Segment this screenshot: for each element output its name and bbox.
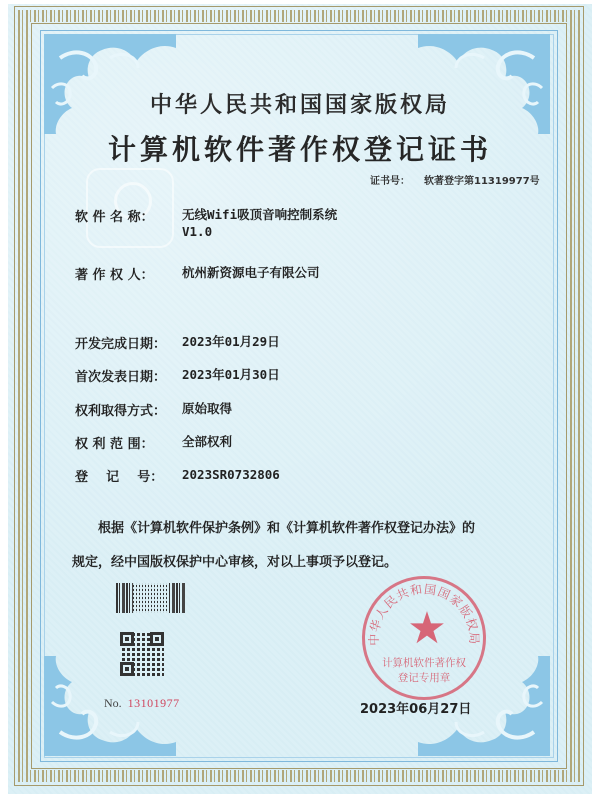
serial-prefix: No.: [104, 696, 122, 710]
corner-ornament-icon: [40, 28, 180, 138]
field-value: 无线Wifi吸顶音响控制系统 V1.0: [182, 207, 338, 239]
field-value: 2023SR0732806: [182, 467, 280, 482]
field-acquisition-method: [75, 400, 232, 419]
field-copyright-owner: [75, 264, 320, 283]
certificate-number-value: 软著登字第11319977号: [424, 176, 540, 187]
field-value: 全部权利: [182, 434, 233, 449]
field-label: 软 件 名 称：: [75, 210, 154, 225]
field-label: 权 利 范 围：: [75, 437, 154, 452]
field-label: 登 记 号：: [75, 470, 164, 485]
certificate-number: [370, 172, 540, 187]
field-value: 2023年01月29日: [182, 334, 280, 349]
field-value: 原始取得: [182, 401, 233, 416]
issuing-agency: 中华人民共和国国家版权局: [149, 93, 450, 118]
field-software-name: [75, 206, 337, 240]
certificate-number-label: 证书号：: [370, 176, 410, 187]
star-icon: ★: [407, 603, 447, 654]
field-rights-scope: [75, 433, 232, 452]
statement-line-2: 规定，经中国版权保护中心审核，对以上事项予以登记。: [72, 555, 398, 570]
field-value: 2023年01月30日: [182, 367, 280, 382]
field-label: 著 作 权 人：: [75, 268, 154, 283]
field-registration-number: [75, 466, 280, 485]
serial-number: [104, 696, 180, 711]
field-label: 权利取得方式：: [75, 404, 167, 419]
registration-statement: [72, 512, 542, 580]
seal-line-1: 计算机软件著作权: [382, 657, 466, 669]
qr-code-icon: [120, 632, 164, 676]
issue-date: 2023年06月27日: [360, 702, 472, 717]
official-seal: [362, 576, 486, 700]
certificate-title: 计算机软件著作权登记证书: [107, 133, 492, 166]
svg-text:中华人民共和国国家版权局: 中华人民共和国国家版权局: [366, 582, 482, 646]
field-value: 杭州新资源电子有限公司: [182, 265, 320, 280]
field-label: 首次发表日期：: [75, 370, 167, 385]
barcode-icon: [116, 583, 186, 613]
statement-line-1: 根据《计算机软件保护条例》和《计算机软件著作权登记办法》的: [98, 521, 476, 536]
corner-ornament-icon: [414, 28, 554, 138]
seal-line-2: 登记专用章: [397, 672, 451, 684]
field-completion-date: [75, 333, 280, 352]
serial-value: 13101977: [127, 696, 180, 710]
field-publication-date: [75, 366, 280, 385]
field-label: 开发完成日期：: [75, 337, 167, 352]
